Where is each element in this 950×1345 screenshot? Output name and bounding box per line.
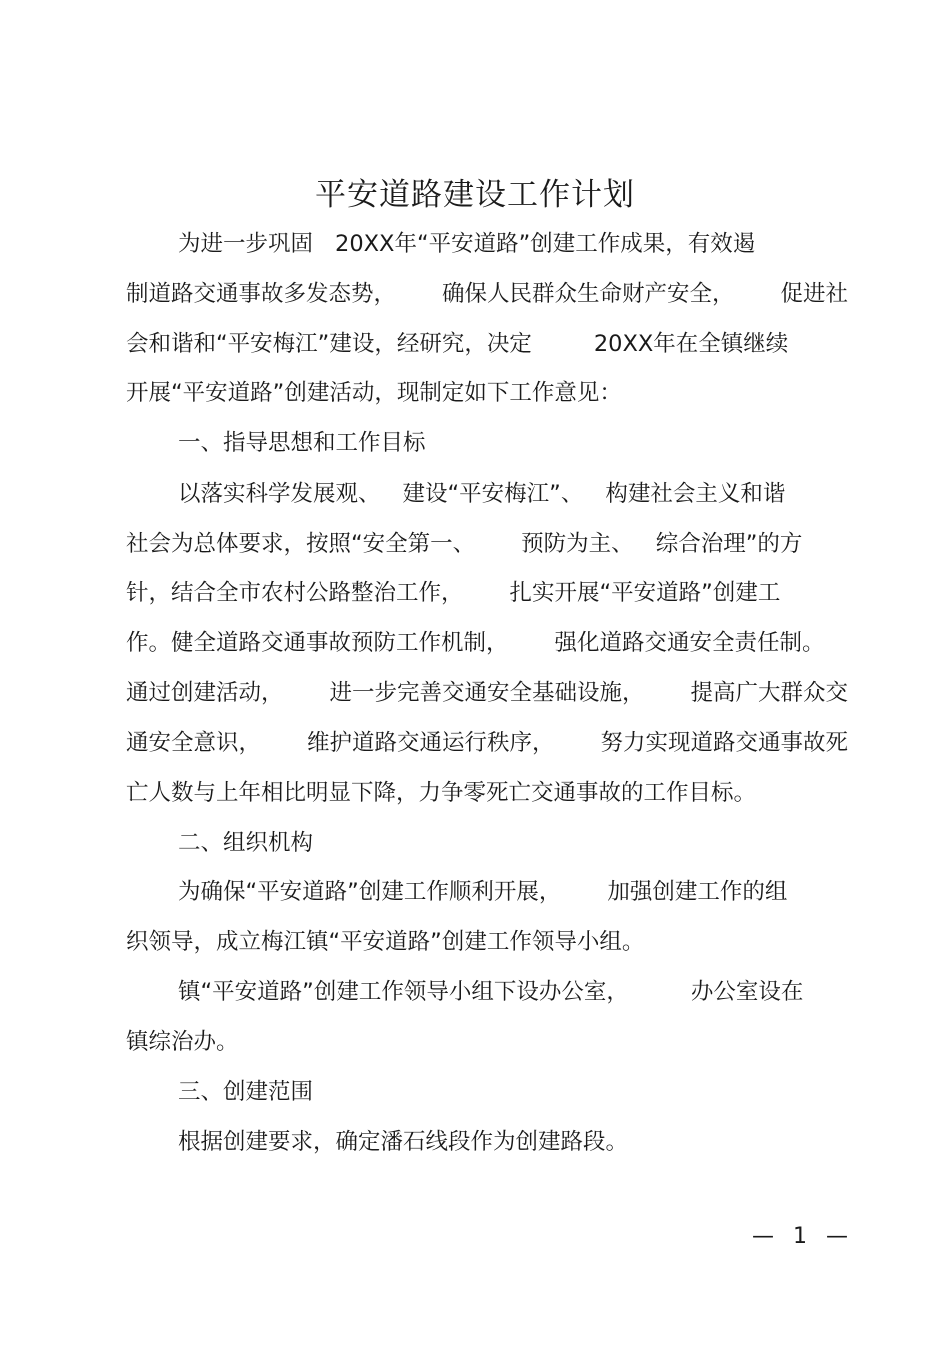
text-run: 作。健全道路交通事故预防工作机制， [126,630,509,656]
text-run: 织领导，成立梅江镇“平安道路”创建工作领导小组。 [126,929,645,955]
text-run: 制道路交通事故多发态势， [126,281,397,307]
section-heading [178,823,313,863]
paragraph-line [126,723,848,763]
text-run: 建设“平安梅江”、 [402,481,584,507]
text-run: 加强创建工作的组 [607,879,788,905]
text-run: 一、指导思想和工作目标 [178,430,426,456]
paragraph-line [126,274,848,314]
text-run: 促进社 [780,281,849,307]
text-run: 提高广大群众交 [690,680,849,706]
paragraph-line [178,474,785,514]
text-run: 强化道路交通安全责任制。 [554,630,825,656]
text-run: 镇综治办。 [126,1029,239,1055]
text-run: 开展“平安道路”创建活动，现制定如下工作意见： [126,380,622,406]
text-run: 二、组织机构 [178,830,314,856]
text-run: 为进一步巩固 [178,231,314,257]
text-run: 预防为主、 [521,531,634,557]
text-run: 根据创建要求，确定潘石线段作为创建路段。 [178,1129,629,1155]
paragraph-line [126,324,788,364]
paragraph-line [126,524,802,564]
paragraph-line [126,1022,239,1062]
text-run: 以落实科学发展观、 [178,481,381,507]
paragraph-line [178,1122,628,1162]
text-run: 进一步完善交通安全基础设施， [329,680,645,706]
text-run: 通安全意识， [126,730,262,756]
paragraph-line [126,623,825,663]
text-run: 确保人民群众生命财产安全， [442,281,735,307]
text-run: 亡人数与上年相比明显下降，力争零死亡交通事故的工作目标。 [126,780,757,806]
text-run: 镇“平安道路”创建工作领导小组下设办公室， [178,979,629,1005]
text-run: 为确保“平安道路”创建工作顺利开展， [178,879,562,905]
paragraph-line [126,673,848,713]
document-title: 平安道路建设工作计划 [315,177,635,213]
page-number: — 1 — [752,1224,854,1249]
text-run: 扎实开展“平安道路”创建工 [509,580,781,606]
paragraph-line [178,872,787,912]
text-run: 维护道路交通运行秩序， [307,730,555,756]
paragraph-line [126,773,756,813]
text-run: 三、创建范围 [178,1079,314,1105]
text-run: 针，结合全市农村公路整治工作， [126,580,464,606]
text-run: 通过创建活动， [126,680,284,706]
paragraph-line [126,373,622,413]
paragraph-line [178,224,755,264]
text-run: 20XX年“平安道路”创建工作成果，有效遏 [335,231,756,257]
section-heading [178,1072,313,1112]
text-run: 社会为总体要求，按照“安全第一、 [126,531,476,557]
text-run: 努力实现道路交通事故死 [600,730,849,756]
text-run: 20XX年在全镇继续 [593,331,789,357]
text-run: 会和谐和“平安梅江”建设，经研究，决定 [126,331,532,357]
paragraph-line [126,573,780,613]
text-run: 构建社会主义和谐 [605,481,786,507]
section-heading [178,423,426,463]
paragraph-line [126,922,644,962]
text-run: 综合治理”的方 [655,531,803,557]
paragraph-line [178,972,803,1012]
text-run: 办公室设在 [690,979,804,1005]
